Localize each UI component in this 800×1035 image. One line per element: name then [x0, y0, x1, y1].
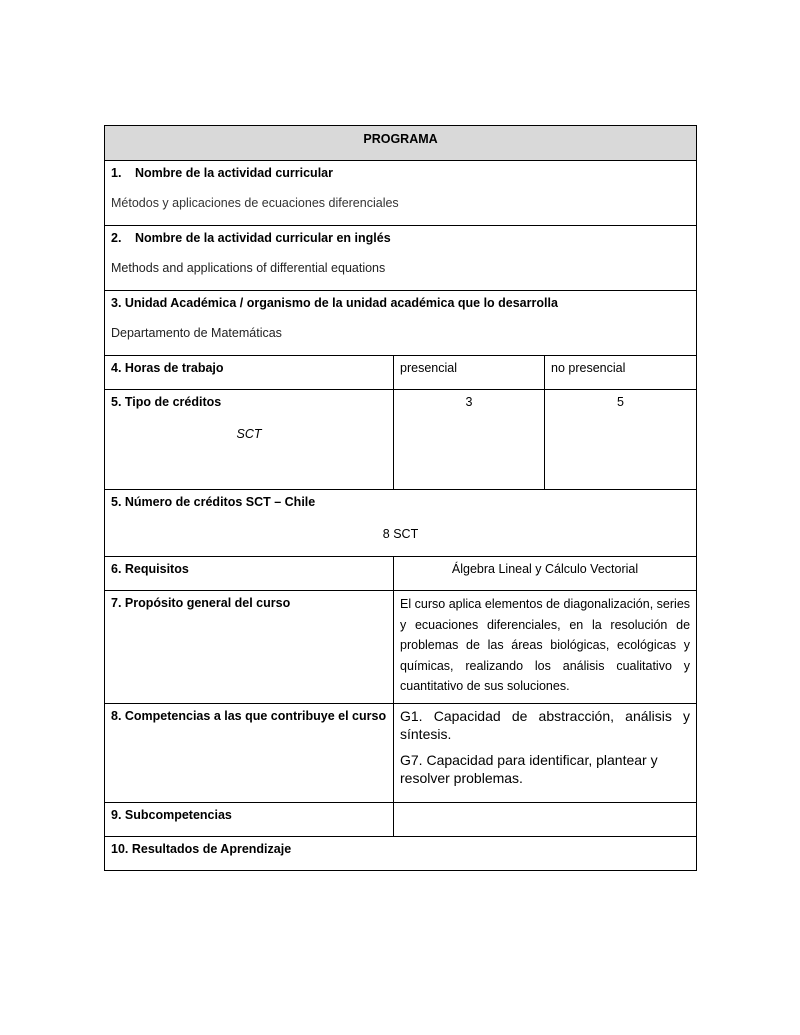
row-work-hours [105, 356, 697, 390]
header-title: PROGRAMA [105, 126, 697, 161]
row5b-value: 8 SCT [382, 527, 419, 541]
row-subcompetencies [105, 803, 697, 837]
row6-label: 6. Requisitos [105, 557, 394, 591]
row8-label: 8. Competencias a las que contribuye el curso [105, 704, 394, 803]
row9-value [394, 803, 697, 837]
row-academic-unit [105, 291, 697, 356]
row-credit-number [105, 490, 697, 557]
row-activity-name-english [105, 226, 697, 291]
row1-number: 1. [111, 166, 122, 180]
row10-label: 10. Resultados de Aprendizaje [105, 837, 697, 871]
row2-label: Nombre de la actividad curricular en inglés [135, 231, 391, 245]
row-credit-type [105, 390, 697, 490]
row8-g7: G7. Capacidad para identificar, plantear y resolver problemas. [400, 752, 658, 786]
row3-value: Departamento de Matemáticas [111, 326, 282, 340]
row9-label: 9. Subcompetencias [105, 803, 394, 837]
row5-no-presencial-value: 5 [545, 390, 697, 490]
row1-value: Métodos y aplicaciones de ecuaciones diferenciales [111, 196, 399, 210]
row4-no-presencial: no presencial [545, 356, 697, 390]
row6-value: Álgebra Lineal y Cálculo Vectorial [394, 557, 697, 591]
row5-sub: SCT [236, 427, 262, 441]
row7-value: El curso aplica elementos de diagonalización, series y ecuaciones diferenciales, en la resolución de problemas de las áreas biológicas, ecológicas y químicas, realizando los análisis cualitativo y cuantitativo de sus soluciones. [394, 591, 697, 704]
row1-label: Nombre de la actividad curricular [135, 166, 333, 180]
row8-g1: G1. Capacidad de abstracción, análisis y síntesis. [400, 708, 691, 742]
row-learning-outcomes [105, 837, 697, 871]
row-requirements [105, 557, 697, 591]
row-competencies [105, 704, 697, 803]
row4-presencial: presencial [394, 356, 545, 390]
row4-label: 4. Horas de trabajo [105, 356, 394, 390]
row5-label: 5. Tipo de créditos [111, 395, 222, 409]
row5b-label: 5. Número de créditos SCT – Chile [111, 495, 316, 509]
row-activity-name [105, 161, 697, 226]
header-row [105, 126, 697, 161]
row5-presencial-value: 3 [394, 390, 545, 490]
row2-number: 2. [111, 231, 122, 245]
row3-label: 3. Unidad Académica / organismo de la unidad académica que lo desarrolla [111, 296, 558, 310]
row-purpose [105, 591, 697, 704]
row7-label: 7. Propósito general del curso [105, 591, 394, 704]
row2-value: Methods and applications of differential equations [111, 261, 386, 275]
program-table [104, 125, 697, 871]
